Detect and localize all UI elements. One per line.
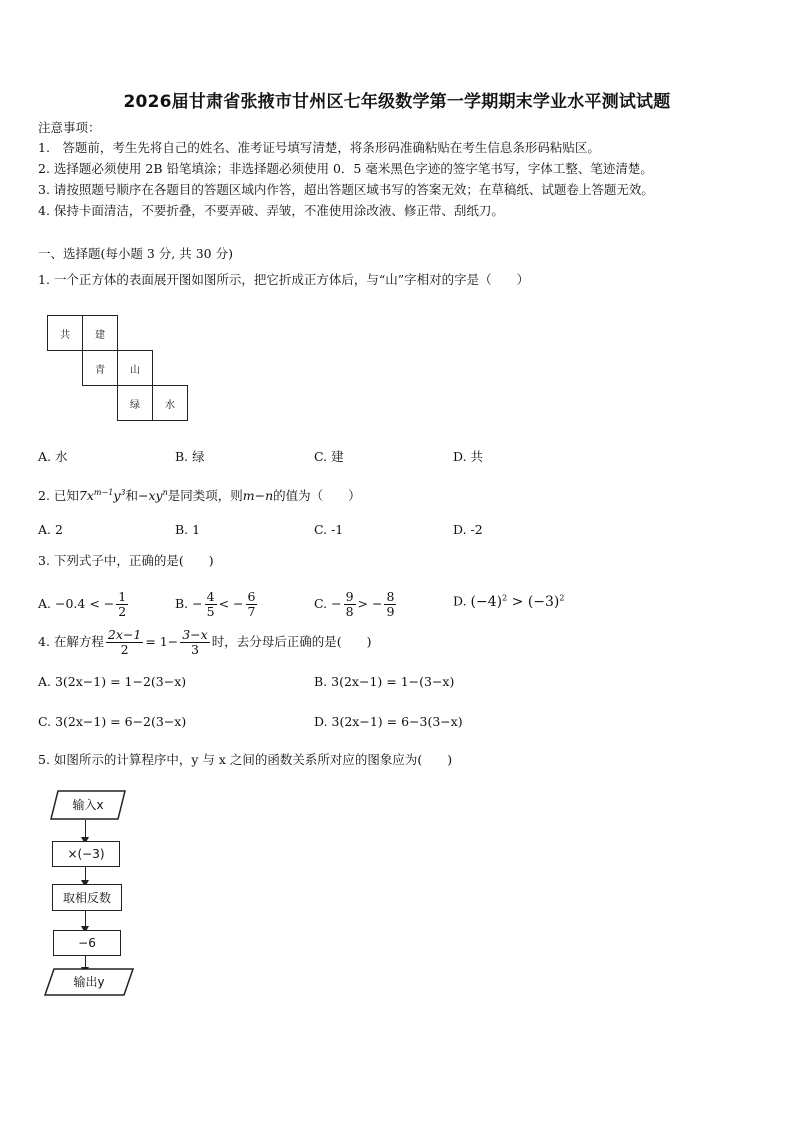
q1-option-c: C. 建 <box>314 449 344 464</box>
flow-arrow-down-icon <box>85 820 86 838</box>
q2-option-c: C. -1 <box>314 522 344 537</box>
q2-mid: 和 <box>125 488 138 504</box>
notice-item-2: 2. 选择题必须使用 2B 铅笔填涂；非选择题必须使用 0．5 毫米黑色字迹的签字笔书写，字体工整、笔迹清楚。 <box>38 161 653 176</box>
q2-expression: m−n <box>242 488 274 504</box>
net-cell: 绿 <box>117 385 153 421</box>
notice-item-1: 1. 答题前，考生先将自己的姓名、准考证号填写清楚，将条形码准确粘贴在考生信息条形码粘贴区。 <box>38 140 600 155</box>
q2-end: 的值为（ ） <box>273 488 361 504</box>
q3-option-a: A. −0.4 < − $\frac{1}{2}$ <box>38 589 127 619</box>
net-cell: 共 <box>47 315 83 351</box>
question-2-stem <box>38 485 361 504</box>
q2-term-1: $7x^{m-1}y^3$ <box>78 488 126 504</box>
q2-option-a: A. 2 <box>38 522 63 537</box>
q2-option-d: D. -2 <box>453 522 483 537</box>
q3-option-b: B. − $\frac{4}{5}$ < − $\frac{6}{7}$ <box>175 589 256 619</box>
page-title: 2026届甘肃省张掖市甘州区七年级数学第一学期期末学业水平测试试题 <box>123 92 671 112</box>
question-1-stem: 1. 一个正方体的表面展开图如图所示，把它折成正方体后，与“山”字相对的字是（ ） <box>38 272 530 287</box>
net-cell: 山 <box>117 350 153 386</box>
net-cell: 建 <box>82 315 118 351</box>
flow-step-negate: 取相反数 <box>52 884 122 911</box>
notice-heading: 注意事项： <box>38 120 101 135</box>
net-cell: 青 <box>82 350 118 386</box>
q1-option-a: A. 水 <box>38 449 68 464</box>
question-4-stem: 4. 在解方程 $\frac{2x-1}{2}$ = 1− $\frac{3-x}{3}$ 时，去分母后正确的是( ) <box>38 627 372 657</box>
q3-option-d: D. $(-4)^2 > (-3)^2$ <box>453 593 565 610</box>
q3-label-c: C. <box>314 596 328 611</box>
q4-option-a: A. 3(2x−1) = 1−2(3−x) <box>38 674 187 689</box>
question-5-stem: 5. 如图所示的计算程序中，y 与 x 之间的函数关系所对应的图象应为( ) <box>38 752 453 767</box>
notice-item-4: 4. 保持卡面清洁，不要折叠，不要弄破、弄皱，不准使用涂改液、修正带、刮纸刀。 <box>38 203 504 218</box>
flow-arrow-down-icon <box>85 956 86 968</box>
flow-arrow-down-icon <box>85 911 86 927</box>
q3-label-b: B. <box>175 596 189 611</box>
notice-item-3: 3. 请按照题号顺序在各题目的答题区域内作答，超出答题区域书写的答案无效；在草稿纸、试题卷上答题无效。 <box>38 182 654 197</box>
q1-option-d: D. 共 <box>453 449 484 464</box>
q3-label-a: A. <box>38 596 52 611</box>
section-heading: 一、选择题(每小题 3 分, 共 30 分) <box>38 246 233 261</box>
flow-input-label: 输入x <box>72 798 104 812</box>
q4-option-b: B. 3(2x−1) = 1−(3−x) <box>314 674 455 689</box>
question-3-stem: 3. 下列式子中，正确的是( ) <box>38 553 214 568</box>
q2-term-2: $-xy^n$ <box>137 488 168 504</box>
q4-option-c: C. 3(2x−1) = 6−2(3−x) <box>38 714 187 729</box>
q2-suffix: 是同类项，则 <box>167 488 243 504</box>
flow-arrow-down-icon <box>85 867 86 881</box>
q4-option-d: D. 3(2x−1) = 6−3(3−x) <box>314 714 463 729</box>
net-cell: 水 <box>152 385 188 421</box>
q4-suffix: 时，去分母后正确的是( ) <box>211 634 372 649</box>
q2-prefix: 2. 已知 <box>38 488 79 504</box>
q3-option-c: C. − $\frac{9}{8}$ > − $\frac{8}{9}$ <box>314 589 395 619</box>
q2-option-b: B. 1 <box>175 522 201 537</box>
flow-step-subtract: −6 <box>53 930 121 956</box>
q1-option-b: B. 绿 <box>175 449 205 464</box>
q3-label-d: D. <box>453 593 467 609</box>
q4-prefix: 4. 在解方程 <box>38 634 104 649</box>
flow-step-multiply: ×(−3) <box>52 841 120 867</box>
flow-output-label: 输出y <box>73 975 105 989</box>
